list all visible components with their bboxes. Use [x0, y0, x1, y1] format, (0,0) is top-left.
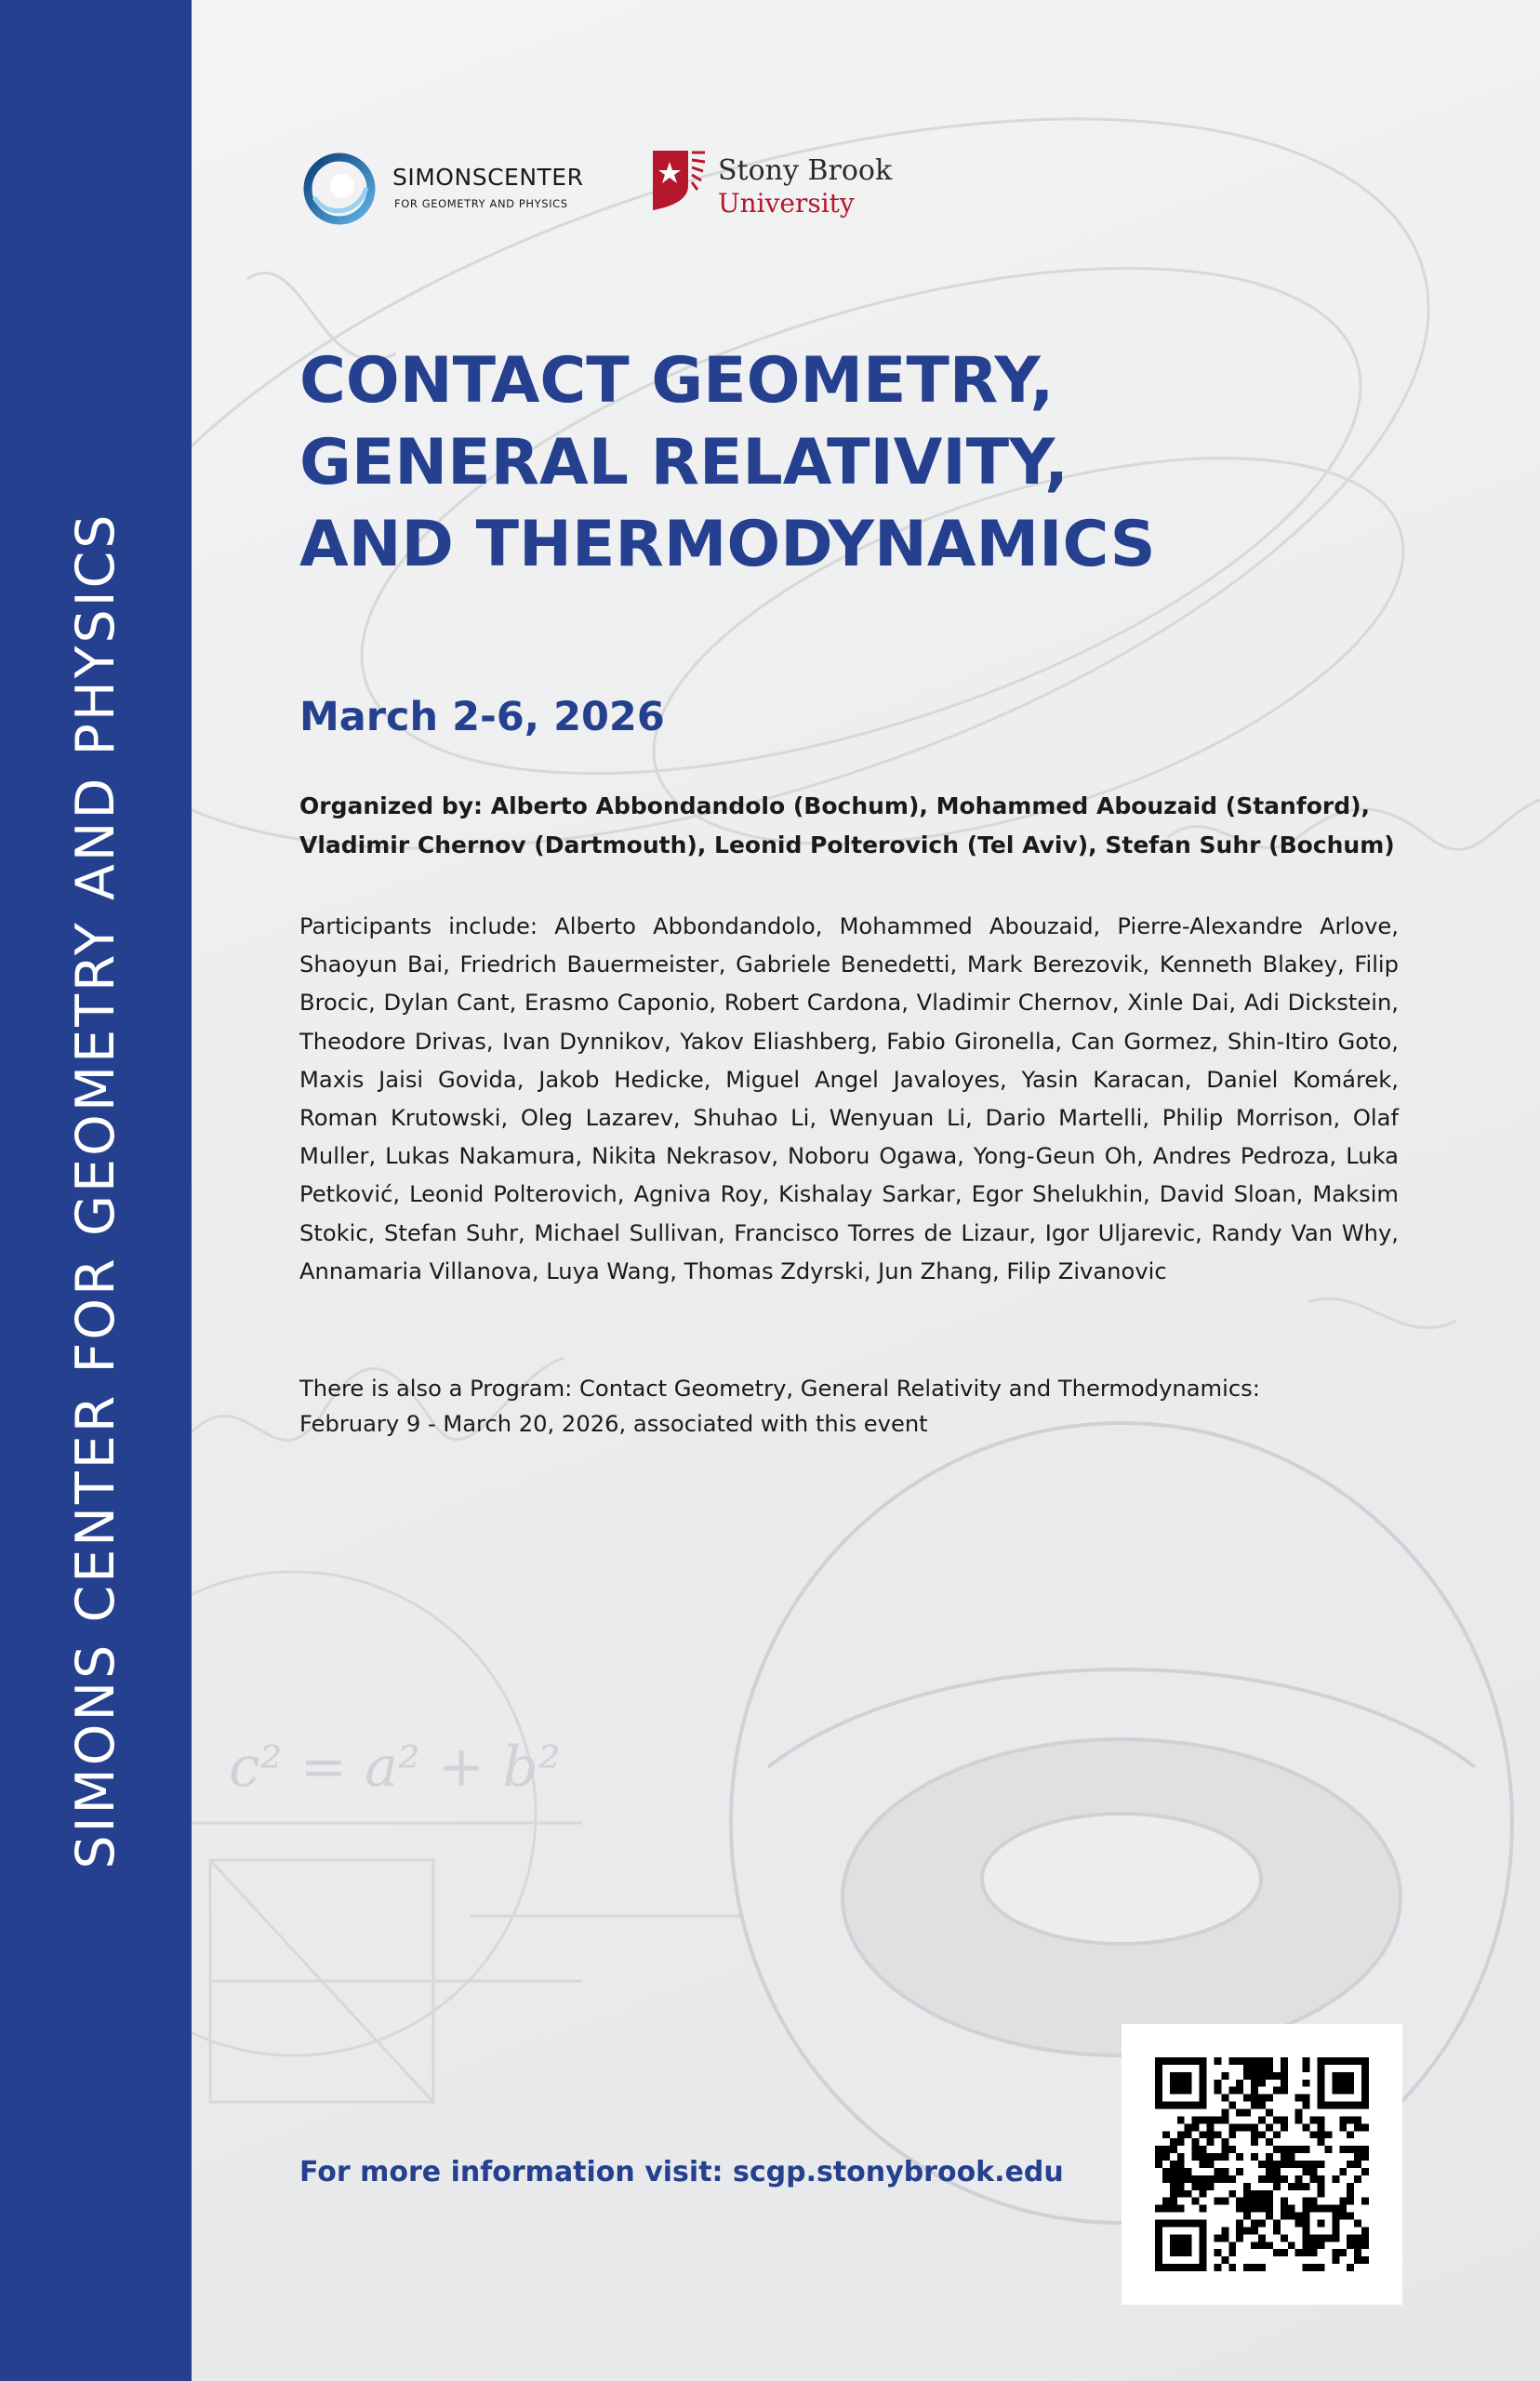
- stony-brook-logo: [651, 149, 893, 233]
- simons-name-second: CENTER: [487, 164, 584, 191]
- organizers-label: Organized by:: [299, 792, 484, 819]
- program-line-2: February 9 - March 20, 2026, associated with this event: [299, 1411, 928, 1437]
- more-info-link[interactable]: For more information visit: scgp.stonybrook.edu: [299, 2156, 1064, 2188]
- simons-subtitle: FOR GEOMETRY AND PHYSICS: [394, 197, 568, 210]
- background-formula: c² = a² + b²: [229, 1735, 561, 1800]
- title-line-2: GENERAL RELATIVITY,: [299, 426, 1069, 499]
- title-line-1: CONTACT GEOMETRY,: [299, 344, 1055, 418]
- stony-brook-name: Stony Brook: [718, 154, 893, 187]
- participants: Participants include: Alberto Abbondandolo, Mohammed Abouzaid, Pierre-Alexandre Arlove, Shaoyun Bai, Friedrich Bauermeister, Gabriele Benedetti, Mark Berezovik, Kenneth Blakey, Filip Brocic, Dylan Cant, Erasmo Caponio, Robert Cardona, Vladimir Chernov, Xinle Dai, Adi Dickstein, Theodore Drivas, Ivan Dynnikov, Yakov Eliashberg, Fabio Gironella, Can Gormez, Shin-Itiro Goto, Maxis Jaisi Govida, Jakob Hedicke, Miguel Angel Javaloyes, Yasin Karacan, Daniel Komárek, Roman Krutowski, Oleg Lazarev, Shuhao Li, Wenyuan Li, Dario Martelli, Philip Morrison, Olaf Muller, Lukas Nakamura, Nikita Nekrasov, Noboru Ogawa, Yong-Geun Oh, Andres Pedroza, Luka Petković, Leonid Polterovich, Agniva Roy, Kishalay Sarkar, Egor Shelukhin, David Sloan, Maksim Stokic, Stefan Suhr, Michael Sullivan, Francisco Torres de Lizaur, Igor Uljarevic, Randy Van Why, Annamaria Villanova, Luya Wang, Thomas Zdyrski, Jun Zhang, Filip Zivanovic: [299, 913, 1399, 1284]
- simons-name: [392, 164, 583, 191]
- program-line-1: There is also a Program: Contact Geometry, General Relativity and Thermodynamics:: [299, 1376, 1260, 1402]
- qr-code-icon: [1155, 2057, 1369, 2271]
- simons-swirl-icon: [301, 151, 378, 227]
- sidebar-title: SIMONS CENTER FOR GEOMETRY AND PHYSICS: [65, 512, 126, 1869]
- organizers: [299, 787, 1397, 865]
- event-date: March 2-6, 2026: [299, 694, 665, 740]
- simons-center-logo: [301, 149, 617, 233]
- simons-name-first: SIMONS: [392, 164, 488, 191]
- event-title: [299, 340, 1156, 586]
- title-line-3: AND THERMODYNAMICS: [299, 508, 1156, 581]
- qr-code[interactable]: [1122, 2024, 1402, 2305]
- stony-brook-shield-icon: [651, 149, 707, 212]
- sidebar-band: [0, 0, 192, 2381]
- stony-brook-university: University: [718, 188, 855, 219]
- program-note: [299, 1371, 1397, 1442]
- organizers-list: Alberto Abbondandolo (Bochum), Mohammed Abouzaid (Stanford), Vladimir Chernov (Dartmouth), Leonid Polterovich (Tel Aviv), Stefan Suhr (Bochum): [299, 792, 1395, 858]
